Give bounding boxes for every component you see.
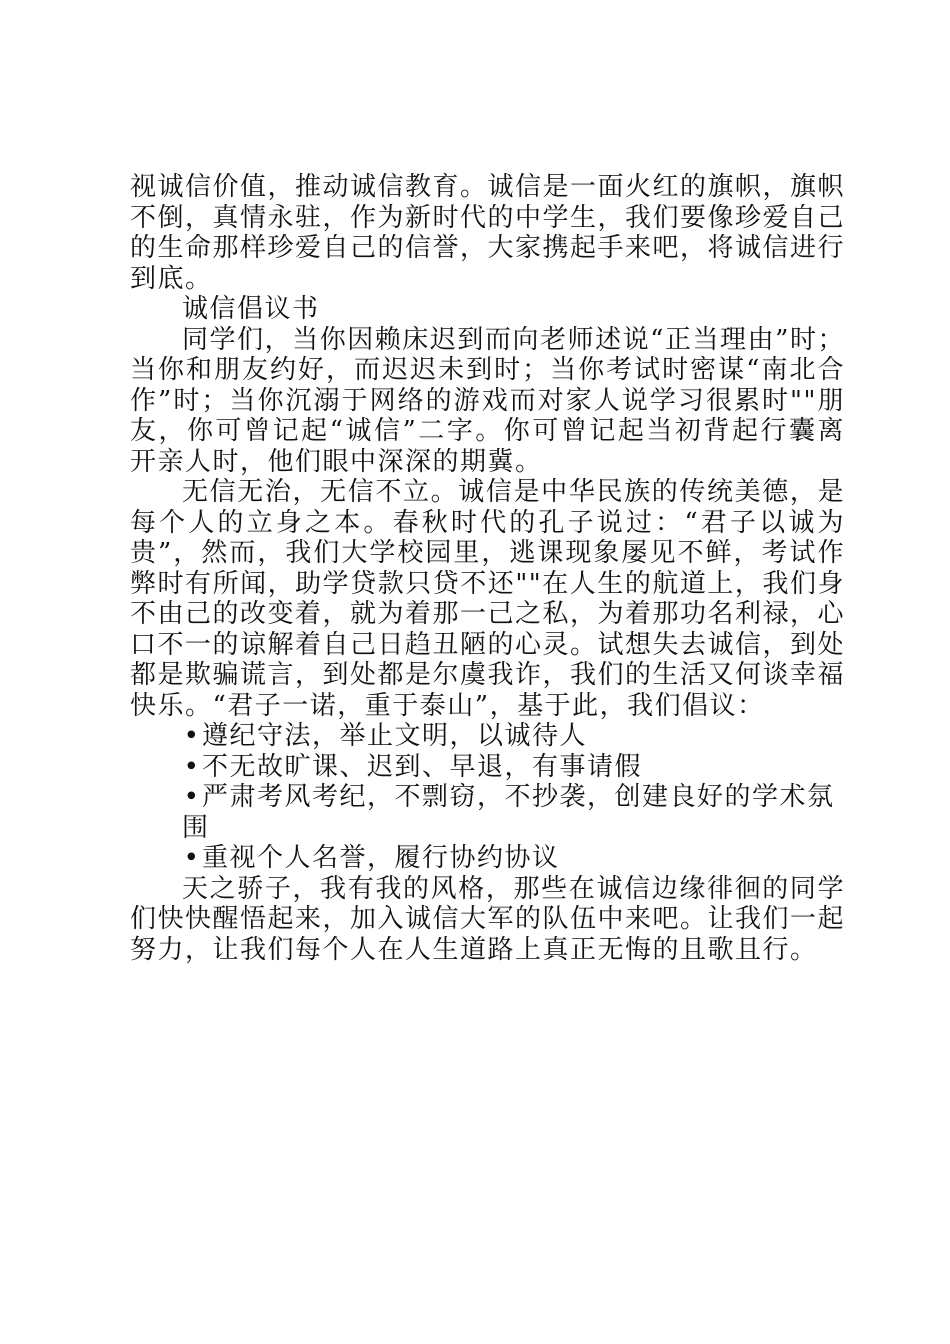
document-body	[130, 172, 845, 965]
list-item	[130, 843, 845, 874]
list-item-text: 不无故旷课、迟到、早退，有事请假	[202, 751, 643, 782]
bullet-icon: •	[183, 751, 201, 782]
paragraph-integrity: 无信无治，无信不立。诚信是中华民族的传统美德，是每个人的立身之本。春秋时代的孔子说过：“君子以诚为贵”，然而，我们大学校园里，逃课现象屡见不鲜，考试作弊时有所闻，助学贷款只贷不还""在人生的航道上，我们身不由己的改变着，就为着那一己之私，为着那功名利禄，心口不一的谅解着自己日趋丑陋的心灵。试想失去诚信，到处都是欺骗谎言，到处都是尔虞我诈，我们的生活又何谈幸福快乐。“君子一诺，重于泰山”，基于此，我们倡议：	[130, 477, 846, 721]
bullet-icon: •	[183, 782, 201, 812]
section-title: 诚信倡议书	[182, 294, 320, 324]
list-item-text: 严肃考风考纪，不剽窃，不抄袭，创建良好的学术氛围	[182, 782, 835, 843]
proposal-list	[130, 721, 845, 874]
list-item	[130, 721, 845, 752]
bullet-icon: •	[183, 721, 201, 751]
paragraph-classmates: 同学们，当你因赖床迟到而向老师述说“正当理由”时；当你和朋友约好，而迟迟未到时；当你考试时密谋“南北合作”时；当你沉溺于网络的游戏而对家人说学习很累时""朋友，你可曾记起“诚信”二字。你可曾记起当初背起行囊离开亲人时，他们眼中深深的期冀。	[130, 324, 845, 477]
bullet-icon: •	[183, 843, 201, 873]
list-item	[130, 782, 845, 843]
list-item-text: 遵纪守法，举止文明，以诚待人	[202, 721, 588, 751]
list-item-text: 重视个人名誉，履行协约协议	[202, 843, 560, 873]
paragraph-intro: 视诚信价值，推动诚信教育。诚信是一面火红的旗帜，旗帜不倒，真情永驻，作为新时代的中学生，我们要像珍爱自己的生命那样珍爱自己的信誉，大家携起手来吧，将诚信进行到底。	[130, 172, 846, 294]
paragraph-closing: 天之骄子，我有我的风格，那些在诚信边缘徘徊的同学们快快醒悟起来，加入诚信大军的队伍中来吧。让我们一起努力，让我们每个人在人生道路上真正无悔的且歌且行。	[130, 873, 846, 965]
list-item	[130, 752, 845, 783]
